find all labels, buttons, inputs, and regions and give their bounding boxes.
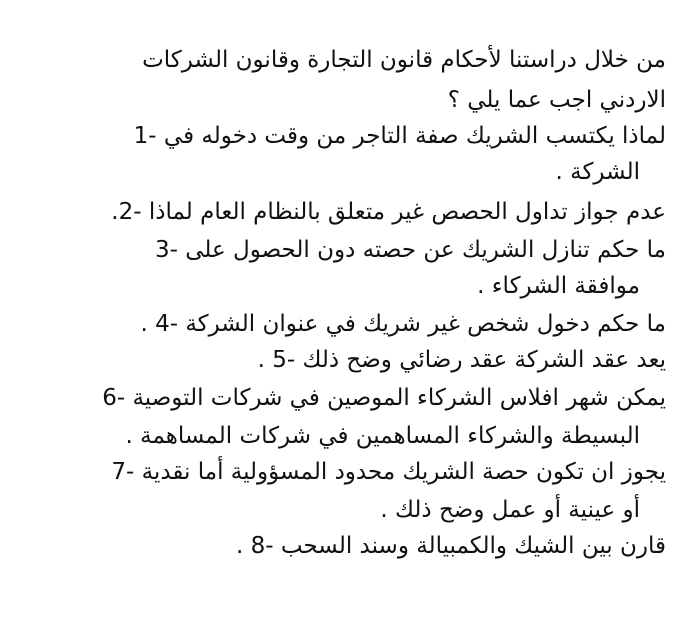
- question-5: يعد عقد الشركة عقد رضائي وضح ذلك -5 .: [257, 347, 666, 373]
- question-4: ما حكم دخول شخص غير شريك في عنوان الشركة -4 .: [140, 311, 666, 337]
- question-8: قارن بين الشيك والكمبيالة وسند السحب -8 .: [236, 533, 666, 559]
- intro-line-2: الاردني اجب عما يلي ؟: [447, 87, 666, 113]
- question-7-line-2: أو عينية أو عمل وضح ذلك .: [380, 497, 640, 523]
- question-1-line-2: الشركة .: [555, 159, 640, 185]
- question-2: عدم جواز تداول الحصص غير متعلق بالنظام العام لماذا -2.: [111, 199, 666, 225]
- question-7-line-1: يجوز ان تكون حصة الشريك محدود المسؤولية أما نقدية -7: [111, 459, 666, 485]
- question-6-line-1: يمكن شهر افلاس الشركاء الموصين في شركات التوصية -6: [102, 385, 666, 411]
- question-1-line-1: لماذا يكتسب الشريك صفة التاجر من وقت دخوله في -1: [133, 123, 666, 149]
- question-3-line-1: ما حكم تنازل الشريك عن حصته دون الحصول على -3: [154, 237, 666, 263]
- question-3-line-2: موافقة الشركاء .: [477, 273, 640, 299]
- intro-line-1: من خلال دراستنا لأحكام قانون التجارة وقانون الشركات: [142, 47, 666, 73]
- question-6-line-2: البسيطة والشركاء المساهمين في شركات المساهمة .: [125, 423, 640, 449]
